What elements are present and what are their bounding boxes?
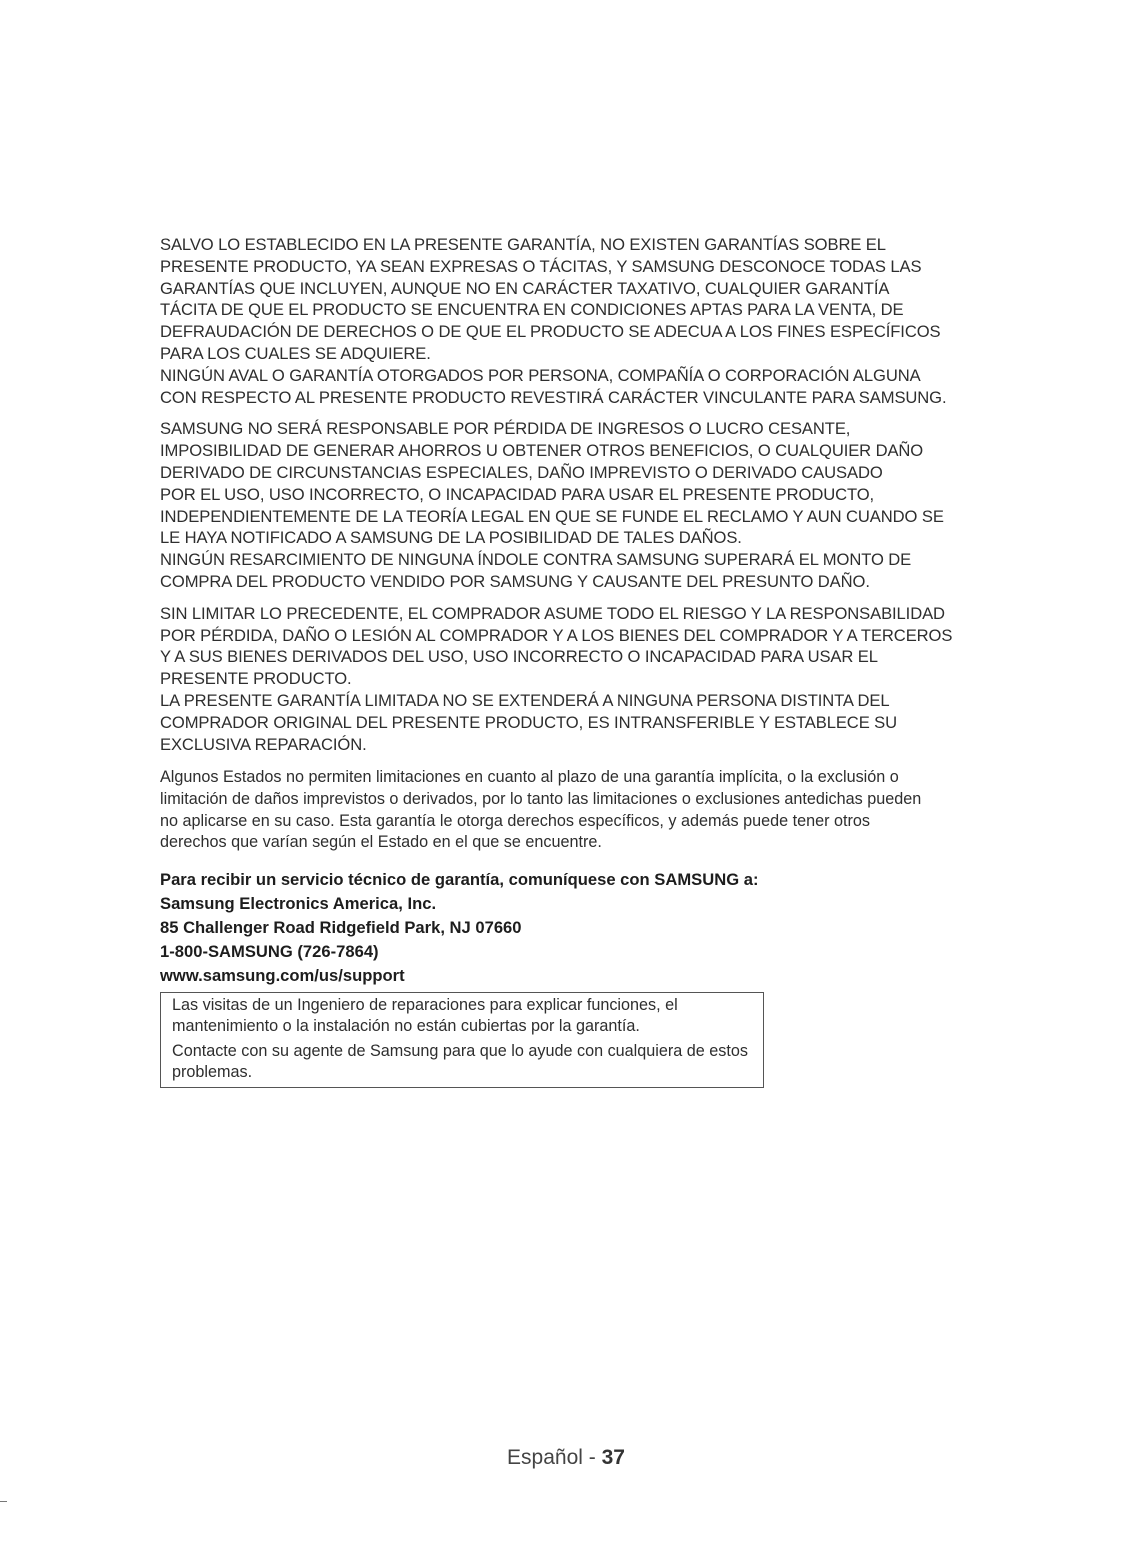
footer-language: Español - xyxy=(507,1446,602,1469)
service-contact-block xyxy=(160,868,990,988)
text-line: NINGÚN AVAL O GARANTÍA OTORGADOS POR PERSONA, COMPAÑÍA O CORPORACIÓN ALGUNA xyxy=(160,365,921,385)
contact-heading: Para recibir un servicio técnico de garantía, comuníquese con SAMSUNG a: xyxy=(160,869,759,889)
text-line: limitación de daños imprevistos o derivados, por lo tanto las limitaciones o exclusiones antedichas pueden xyxy=(160,789,922,808)
warranty-content xyxy=(160,234,990,1088)
text-line: no aplicarse en su caso. Esta garantía le otorga derechos específicos, y además puede tener otros xyxy=(160,811,870,830)
warranty-paragraph-2 xyxy=(160,418,990,592)
text-line: SAMSUNG NO SERÁ RESPONSABLE POR PÉRDIDA DE INGRESOS O LUCRO CESANTE, xyxy=(160,419,851,439)
phone-number: 1-800-SAMSUNG (726-7864) xyxy=(160,941,379,961)
text-line: COMPRA DEL PRODUCTO VENDIDO POR SAMSUNG Y CAUSANTE DEL PRESUNTO DAÑO. xyxy=(160,571,870,591)
text-line: TÁCITA DE QUE EL PRODUCTO SE ENCUENTRA EN CONDICIONES APTAS PARA LA VENTA, DE xyxy=(160,300,904,320)
text-line: PRESENTE PRODUCTO. xyxy=(160,669,352,689)
support-website: www.samsung.com/us/support xyxy=(160,965,405,985)
text-line: INDEPENDIENTEMENTE DE LA TEORÍA LEGAL EN QUE SE FUNDE EL RECLAMO Y AUN CUANDO SE xyxy=(160,506,944,526)
warranty-paragraph-1 xyxy=(160,234,990,408)
text-line: LE HAYA NOTIFICADO A SAMSUNG DE LA POSIBILIDAD DE TALES DAÑOS. xyxy=(160,528,742,548)
notice-text-1: Las visitas de un Ingeniero de reparaciones para explicar funciones, el mantenimiento o la instalación no están cubiertas por la garantía. xyxy=(172,995,678,1036)
page-footer xyxy=(0,1446,1132,1470)
text-line: IMPOSIBILIDAD DE GENERAR AHORROS U OBTENER OTROS BENEFICIOS, O CUALQUIER DAÑO xyxy=(160,441,924,461)
notice-text-2: Contacte con su agente de Samsung para que lo ayude con cualquiera de estos problemas. xyxy=(172,1041,748,1082)
company-address: 85 Challenger Road Ridgefield Park, NJ 07660 xyxy=(160,917,522,937)
text-line: SALVO LO ESTABLECIDO EN LA PRESENTE GARANTÍA, NO EXISTEN GARANTÍAS SOBRE EL xyxy=(160,235,886,254)
text-line: POR EL USO, USO INCORRECTO, O INCAPACIDAD PARA USAR EL PRESENTE PRODUCTO, xyxy=(160,484,875,504)
warranty-paragraph-3 xyxy=(160,603,990,756)
text-line: DEFRAUDACIÓN DE DERECHOS O DE QUE EL PRODUCTO SE ADECUA A LOS FINES ESPECÍFICOS xyxy=(160,322,941,342)
text-line: PARA LOS CUALES SE ADQUIERE. xyxy=(160,343,431,363)
text-line: derechos que varían según el Estado en el que se encuentre. xyxy=(160,833,602,852)
page-number: 37 xyxy=(601,1446,625,1469)
coverage-notice-box xyxy=(160,992,764,1088)
state-limitations-note xyxy=(160,767,990,853)
text-line: SIN LIMITAR LO PRECEDENTE, EL COMPRADOR ASUME TODO EL RIESGO Y LA RESPONSABILIDAD xyxy=(160,603,945,623)
text-line: CON RESPECTO AL PRESENTE PRODUCTO REVESTIRÁ CARÁCTER VINCULANTE PARA SAMSUNG. xyxy=(160,387,947,407)
text-line: LA PRESENTE GARANTÍA LIMITADA NO SE EXTENDERÁ A NINGUNA PERSONA DISTINTA DEL xyxy=(160,690,890,710)
company-name: Samsung Electronics America, Inc. xyxy=(160,893,437,913)
crop-mark xyxy=(0,1501,7,1502)
text-line: NINGÚN RESARCIMIENTO DE NINGUNA ÍNDOLE CONTRA SAMSUNG SUPERARÁ EL MONTO DE xyxy=(160,550,912,570)
text-line: PRESENTE PRODUCTO, YA SEAN EXPRESAS O TÁCITAS, Y SAMSUNG DESCONOCE TODAS LAS xyxy=(160,256,922,276)
text-line: Y A SUS BIENES DERIVADOS DEL USO, USO INCORRECTO O INCAPACIDAD PARA USAR EL xyxy=(160,647,878,667)
text-line: COMPRADOR ORIGINAL DEL PRESENTE PRODUCTO, ES INTRANSFERIBLE Y ESTABLECE SU xyxy=(160,712,898,732)
text-line: EXCLUSIVA REPARACIÓN. xyxy=(160,734,367,754)
text-line: Algunos Estados no permiten limitaciones en cuanto al plazo de una garantía implícita, o la exclusión o xyxy=(160,768,899,787)
text-line: POR PÉRDIDA, DAÑO O LESIÓN AL COMPRADOR Y A LOS BIENES DEL COMPRADOR Y A TERCEROS xyxy=(160,625,953,645)
text-line: GARANTÍAS QUE INCLUYEN, AUNQUE NO EN CARÁCTER TAXATIVO, CUALQUIER GARANTÍA xyxy=(160,278,890,298)
text-line: DERIVADO DE CIRCUNSTANCIAS ESPECIALES, DAÑO IMPREVISTO O DERIVADO CAUSADO xyxy=(160,462,883,482)
